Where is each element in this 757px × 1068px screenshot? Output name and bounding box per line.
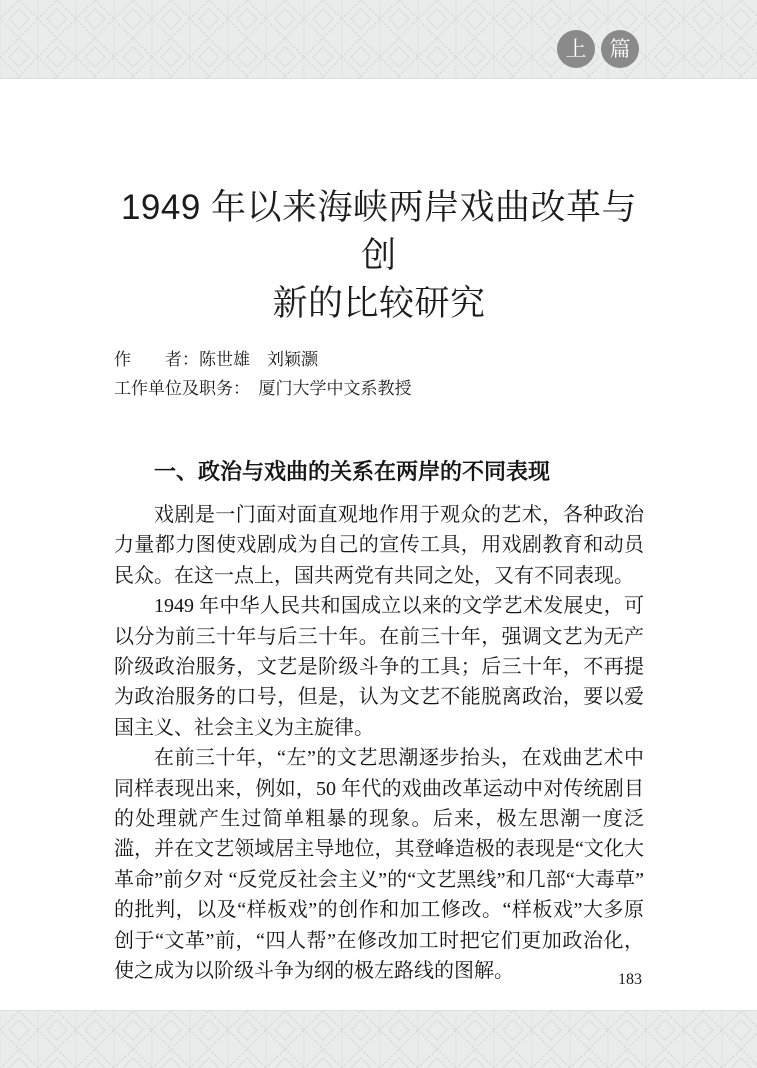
author-label: 作 者： [114, 350, 199, 369]
affiliation-value: 厦门大学中文系教授 [241, 379, 412, 398]
article-title-line-1: 1949 年以来海峡两岸戏曲改革与创 [120, 188, 638, 275]
article-title [114, 184, 644, 328]
paragraph-1: 戏剧是一门面对面直观地作用于观众的艺术，各种政治力量都力图使戏剧成为自己的宣传工具，用戏剧教育和动员民众。在这一点上，国共两党有共同之处，又有不同表现。 [114, 504, 644, 587]
lattice-pattern-bottom [0, 1011, 757, 1068]
author-line [114, 345, 644, 374]
article-title-line-2: 新的比较研究 [272, 284, 486, 323]
section-heading: 一、政治与戏曲的关系在两岸的不同表现 [154, 459, 551, 484]
author-names: 陈世雄 刘颖灏 [199, 350, 318, 369]
badge-shang: 上 [557, 30, 595, 68]
footer-ornament-band [0, 1010, 757, 1068]
article-page-content [114, 0, 644, 987]
badge-pian: 篇 [601, 30, 639, 68]
affiliation-label: 工作单位及职务： [114, 379, 242, 398]
page-number: 183 [618, 971, 642, 988]
paragraph-2: 1949 年中华人民共和国成立以来的文学艺术发展史，可以分为前三十年与后三十年。在前三十年，强调文艺为无产阶级政治服务，文艺是阶级斗争的工具；后三十年，不再提为政治服务的口号，但是，认为文艺不能脱离政治，要以爱国主义、社会主义为主旋律。 [114, 595, 644, 739]
article-meta [114, 345, 644, 403]
paragraph-3: 在前三十年，“左”的文艺思潮逐步抬头，在戏曲艺术中同样表现出来，例如，50 年代的戏曲改革运动中对传统剧目的处理就产生过简单粗暴的现象。后来，极左思潮一度泛滥，并在文艺领域居主导地位，其登峰造极的表现是“文化大革命”前夕对 “反党反社会主义”的“文艺黑线”和几部“大毒草”的批判，以及“样板戏”的创作和加工修改。“样板戏”大多原创于“文革”前，“四人帮”在修改加工时把它们更加政治化，使之成为以阶级斗争为纲的极左路线的图解。 [114, 747, 644, 983]
affiliation-line [114, 374, 644, 403]
